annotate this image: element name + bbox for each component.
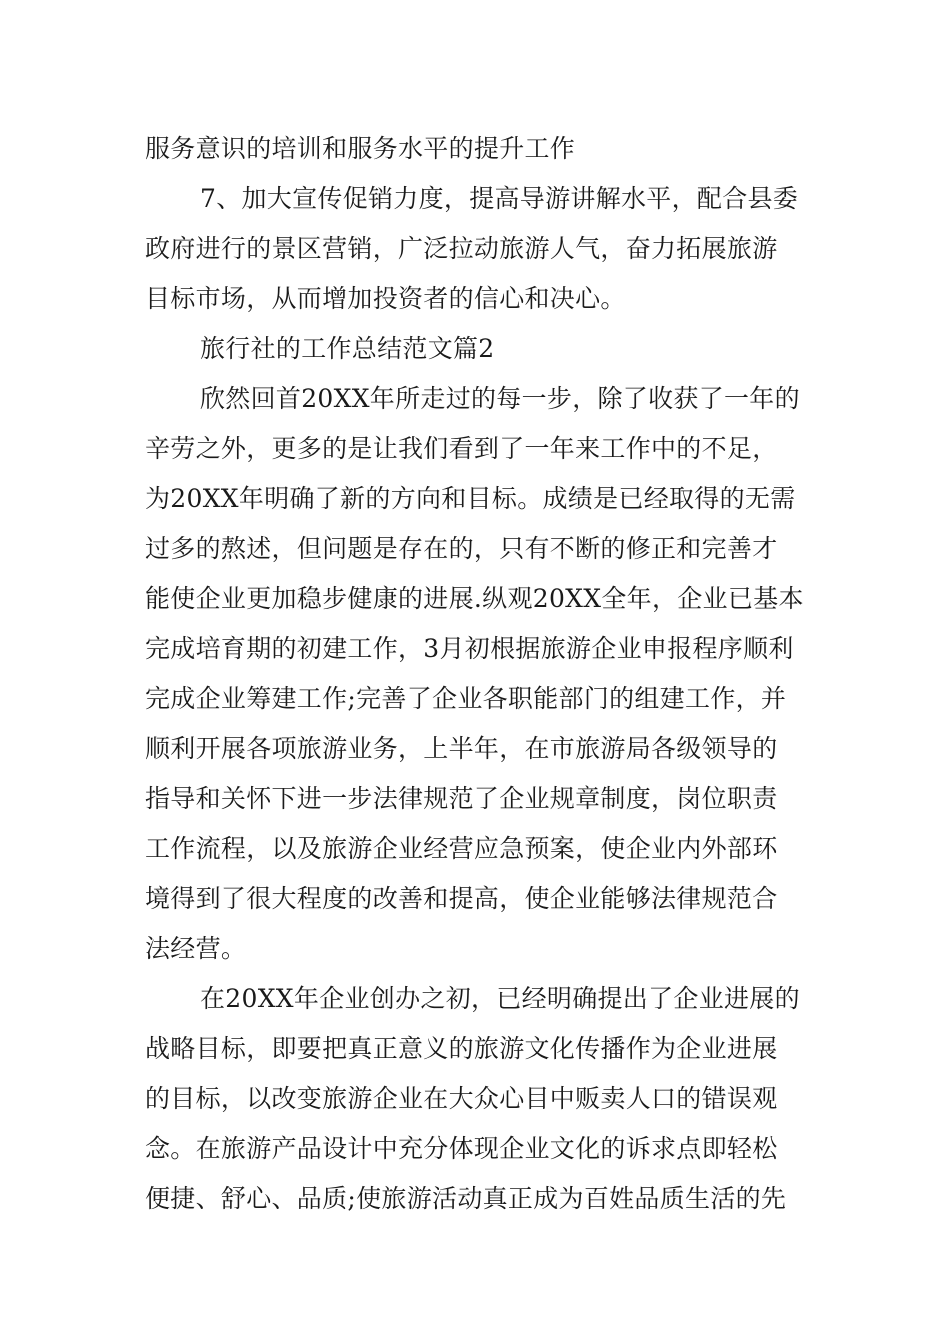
text-line: 工作流程，以及旅游企业经营应急预案，使企业内外部环: [145, 834, 778, 863]
text-line: 完成企业筹建工作;完善了企业各职能部门的组建工作，并: [145, 684, 787, 713]
text-line: 战略目标，即要把真正意义的旅游文化传播作为企业进展: [145, 1034, 778, 1063]
text-line: 完成培育期的初建工作，3月初根据旅游企业申报程序顺利: [145, 634, 794, 663]
text-line: 念。在旅游产品设计中充分体现企业文化的诉求点即轻松: [145, 1134, 778, 1163]
text-line: 便捷、舒心、品质;使旅游活动真正成为百姓品质生活的先: [145, 1184, 787, 1213]
text-line: 欣然回首20XX年所走过的每一步，除了收获了一年的: [200, 384, 800, 413]
text-line: 目标市场，从而增加投资者的信心和决心。: [145, 284, 626, 313]
text-line: 顺利开展各项旅游业务，上半年，在市旅游局各级领导的: [145, 734, 778, 763]
text-line: 政府进行的景区营销，广泛拉动旅游人气，奋力拓展旅游: [145, 234, 778, 263]
text-line: 能使企业更加稳步健康的进展.纵观20XX全年，企业已基本: [145, 584, 804, 613]
text-line: 7、加大宣传促销力度，提高导游讲解水平，配合县委: [200, 184, 799, 213]
text-line: 辛劳之外，更多的是让我们看到了一年来工作中的不足，: [145, 434, 778, 463]
text-line: 境得到了很大程度的改善和提高，使企业能够法律规范合: [145, 884, 778, 913]
text-line: 指导和关怀下进一步法律规范了企业规章制度，岗位职责: [145, 784, 778, 813]
text-line: 为20XX年明确了新的方向和目标。成绩是已经取得的无需: [145, 484, 796, 513]
text-line: 服务意识的培训和服务水平的提升工作: [145, 134, 576, 163]
text-line: 过多的熬述，但问题是存在的，只有不断的修正和完善才: [145, 534, 778, 563]
text-line: 法经营。: [145, 934, 247, 963]
text-line: 的目标，以改变旅游企业在大众心目中贩卖人口的错误观: [145, 1084, 778, 1113]
section-heading: 旅行社的工作总结范文篇2: [200, 334, 495, 363]
text-line: 在20XX年企业创办之初，已经明确提出了企业进展的: [200, 984, 800, 1013]
